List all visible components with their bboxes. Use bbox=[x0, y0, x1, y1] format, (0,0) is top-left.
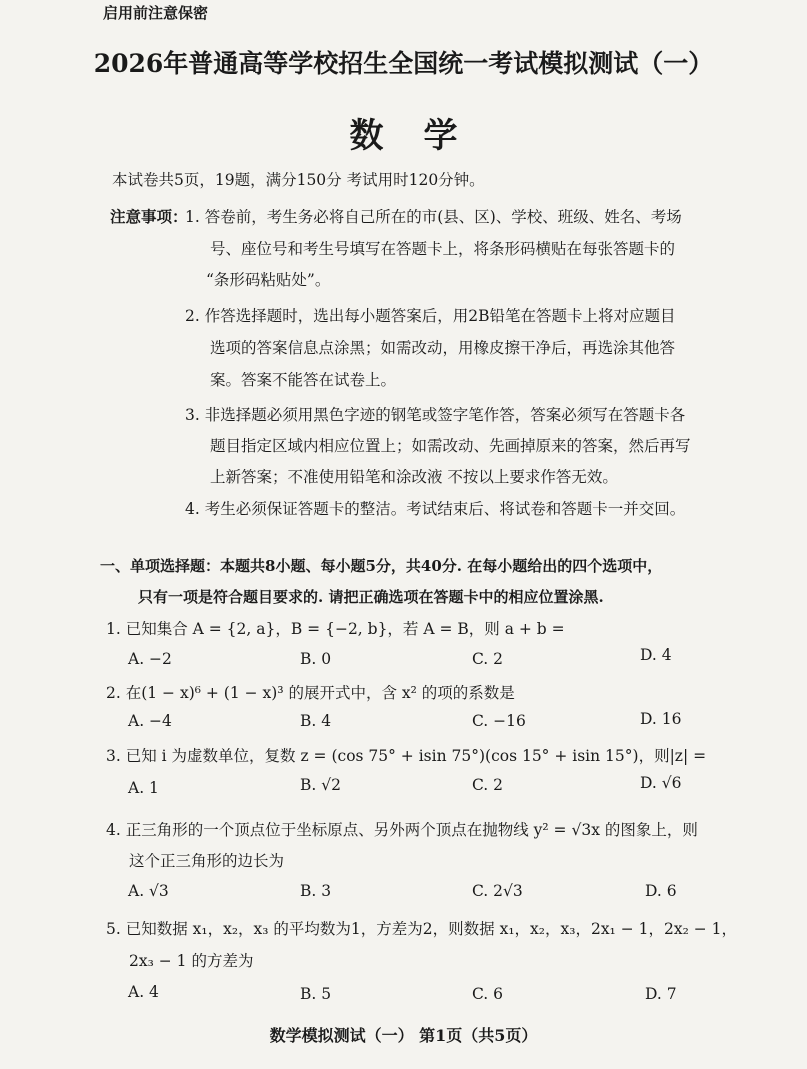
question-3-option-d: D. √6 bbox=[640, 774, 682, 792]
question-4-option-d: D. 6 bbox=[645, 882, 677, 900]
question-2-option-d: D. 16 bbox=[640, 710, 682, 728]
question-4-option-a: A. √3 bbox=[128, 882, 169, 900]
subject-title: 数学 bbox=[349, 116, 498, 156]
question-4-option-c: C. 2√3 bbox=[472, 882, 523, 900]
exam-info: 本试卷共5页，19题，满分150分 考试用时120分钟。 bbox=[112, 171, 485, 189]
note-line: 号、座位号和考生号填写在答题卡上，将条形码横贴在每张答题卡的 bbox=[210, 240, 676, 258]
question-1-option-c: C. 2 bbox=[472, 650, 504, 668]
question-4-stem-continued: 这个正三角形的边长为 bbox=[129, 852, 285, 870]
note-line: 选项的答案信息点涂黑；如需改动，用橡皮擦干净后，再选涂其他答 bbox=[210, 339, 676, 357]
question-4-stem: 4. 正三角形的一个顶点位于坐标原点、另外两个顶点在抛物线 y² = √3x 的图象上，则 bbox=[106, 821, 698, 839]
question-1-option-d: D. 4 bbox=[640, 646, 672, 664]
note-line: “条形码粘贴处”。 bbox=[206, 271, 331, 289]
question-2-option-c: C. −16 bbox=[472, 712, 526, 730]
question-5-option-a: A. 4 bbox=[128, 983, 159, 1001]
note-line: 案。答案不能答在试卷上。 bbox=[210, 371, 397, 389]
question-2-option-a: A. −4 bbox=[128, 712, 172, 730]
question-5-option-d: D. 7 bbox=[645, 985, 677, 1003]
question-3-stem: 3. 已知 i 为虚数单位，复数 z = (cos 75° + isin 75°)(cos 15° + isin 15°)，则|z| = bbox=[106, 747, 707, 765]
question-5-stem-continued: 2x₃ − 1 的方差为 bbox=[129, 952, 254, 970]
question-5-option-b: B. 5 bbox=[300, 985, 332, 1003]
exam-title: 2026年普通高等学校招生全国统一考试模拟测试（一） bbox=[93, 49, 714, 78]
confidential-tag: 启用前注意保密 bbox=[103, 4, 209, 22]
question-1-option-b: B. 0 bbox=[300, 650, 332, 668]
note-line: 上新答案；不准使用铅笔和涂改液 不按以上要求作答无效。 bbox=[210, 468, 618, 486]
question-5-option-c: C. 6 bbox=[472, 985, 504, 1003]
question-4-option-b: B. 3 bbox=[300, 882, 332, 900]
note-line: 3. 非选择题必须用黑色字迹的钢笔或签字笔作答，答案必须写在答题卡各 bbox=[185, 406, 686, 424]
section-heading: 一、单项选择题：本题共8小题、每小题5分，共40分. 在每小题给出的四个选项中， bbox=[100, 557, 663, 575]
question-2-stem: 2. 在(1 − x)⁶ + (1 − x)³ 的展开式中，含 x² 的项的系数是 bbox=[106, 684, 515, 702]
page-footer: 数学模拟测试（一） 第1页（共5页） bbox=[269, 1026, 538, 1045]
note-line: 1. 答卷前，考生务必将自己所在的市(县、区)、学校、班级、姓名、考场 bbox=[185, 208, 682, 226]
notes-label: 注意事项： bbox=[110, 207, 188, 226]
note-line: 2. 作答选择题时，选出每小题答案后，用2B铅笔在答题卡上将对应题目 bbox=[185, 307, 676, 325]
question-3-option-c: C. 2 bbox=[472, 776, 504, 794]
question-2-option-b: B. 4 bbox=[300, 712, 332, 730]
note-line: 题目指定区域内相应位置上；如需改动、先画掉原来的答案，然后再写 bbox=[210, 437, 691, 455]
question-5-stem: 5. 已知数据 x₁，x₂，x₃ 的平均数为1，方差为2，则数据 x₁，x₂，x₃，2x₁ − 1，2x₂ − 1， bbox=[106, 920, 737, 938]
question-1-stem: 1. 已知集合 A = {2, a}，B = {−2, b}，若 A = B，则 a + b = bbox=[106, 620, 565, 638]
question-1-option-a: A. −2 bbox=[128, 650, 172, 668]
note-line: 4. 考生必须保证答题卡的整洁。考试结束后、将试卷和答题卡一并交回。 bbox=[185, 500, 686, 518]
question-3-option-a: A. 1 bbox=[128, 779, 159, 797]
section-heading: 只有一项是符合题目要求的. 请把正确选项在答题卡中的相应位置涂黑. bbox=[138, 588, 604, 606]
question-3-option-b: B. √2 bbox=[300, 776, 341, 794]
